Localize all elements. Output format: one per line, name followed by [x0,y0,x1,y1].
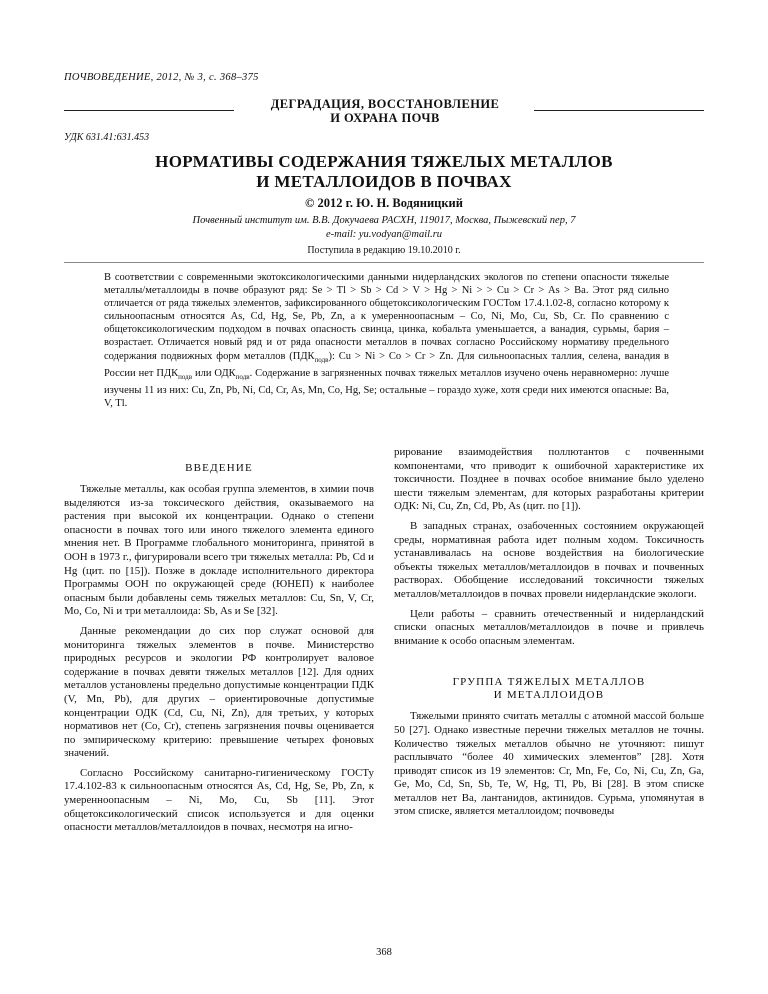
right-paragraph: В западных странах, озабоченных состоянием окружающей среды, нормативная работа идет полным ходом. Токсичность устанавливалась на основе воздействия на биологические объекты тяжелых металлов/металлоидов в почвах и почвенных растворах. Обобщение исследований токсичности тяжелых металлов/металлоидов в почвах провели нидерландские экологи. [394,519,704,600]
received-date: Поступила в редакцию 19.10.2010 г. [307,245,461,256]
abstract-subscript-2: подв [178,372,193,381]
abstract-subscript-3: подв [235,372,250,381]
right-paragraph: Цели работы – сравнить отечественный и нидерландский списки опасных металлов/металлоидов в почве и привлечь внимание к особо опасным элементам. [394,607,704,647]
heavy-metals-heading [394,676,704,702]
heavy-metals-heading-line2: И МЕТАЛЛОИДОВ [493,689,605,702]
article-title-line1: НОРМАТИВЫ СОДЕРЖАНИЯ ТЯЖЕЛЫХ МЕТАЛЛОВ [155,152,613,171]
affiliation [90,214,678,242]
section-title-line2: И ОХРАНА ПОЧВ [330,111,440,125]
left-column [64,462,374,841]
affiliation-address: Почвенный институт им. В.В. Докучаева РАСХН, 119017, Москва, Пыжевский пер, 7 [192,215,576,226]
abstract [104,271,669,410]
right-column [394,446,704,825]
right-paragraph: рирование взаимодействия поллютантов с почвенными компонентами, что приводит к ошибочной характеристике их токсичности. Позднее в почвах особое внимание было уделено шести тяжелым элементам, для которых разработаны критерии ОДК: Ni, Cu, Zn, Cd, Pb, As (цит. по [1]). [394,446,704,513]
section-title [240,97,530,125]
left-paragraph: Данные рекомендации до сих пор служат основой для мониторинга тяжелых элементов в почве. Министерство природных ресурсов и экологии РФ контролирует валовое содержание в почвах девяти тяжелых металлов [12]. Для одних металлов установлены предельно допустимые концентрации ПДК (V, Mn, Pb), для других – ориентировочные допустимые концентрации ОДК (Cd, Cu, Ni, Zn), для третьих, у которых нормативов нет (Co, Cr), степень загрязнения почвы оценивается по эмпирическому критерию: превышение четырех фоновых значений. [64,624,374,760]
abstract-text-2: ): Cu > Ni > Co > Cr > Zn. Для сильноопасных таллия, селена, ванадия в России нет ПДК [104,350,669,379]
abstract-text-3: или ОДК [192,367,236,379]
udk-code: УДК 631.41:631.453 [64,132,150,143]
page-number: 368 [376,947,392,958]
heavy-metals-heading-line1: ГРУППА ТЯЖЕЛЫХ МЕТАЛЛОВ [452,676,646,689]
article-title-line2: И МЕТАЛЛОИДОВ В ПОЧВАХ [256,172,512,191]
right-paragraph: Тяжелыми принято считать металлы с атомной массой больше 50 [27]. Однако известные перечни тяжелых металлов не точны. Количество тяжелых металлов обычно не уточняют: пишут расплывчато “более 40 химических элементов” [28]. Хотя приводят список из 19 элементов: Cr, Mn, Fe, Co, Ni, Cu, Zn, Ga, Ge, Mo, Cd, Sn, Sb, Te, W, Hg, Tl, Pb, Bi [28]. В этом списке металлов нет Ba, лантанидов, актинидов. Сурьма, упомянутая в этом списке, является металлоидом; почвоведы [394,710,704,818]
abstract-subscript-1: подв [314,355,329,364]
section-rule-right [534,110,704,111]
journal-reference: ПОЧВОВЕДЕНИЕ, 2012, № 3, с. 368–375 [64,72,259,83]
left-paragraph: Тяжелые металлы, как особая группа элементов, в химии почв выделяются из-за токсического действия, оказываемого на растения при высокой их концентрации. Однако о степени опасности в почвах того или иного тяжелого элемента единого мнения нет. В Программе глобального мониторинга, принятой в ООН в 1973 г., фигурировали всего три тяжелых металла: Pb, Cd и Hg (цит. по [15]). Позже в докладе исполнительного директора Программы ООН по окружающей среде (ЮНЕП) к наиболее опасным были добавлены семь тяжелых металлов: Cu, Sn, V, Cr, Mo, Co, Ni и три металлоида: Sb, As и Se [32]. [64,483,374,618]
author-email: e-mail: yu.vodyan@mail.ru [325,229,443,240]
author-byline: © 2012 г. Ю. Н. Водяницкий [305,196,463,210]
section-rule-left [64,110,234,111]
abstract-top-rule [64,262,704,263]
article-title [100,152,668,192]
abstract-text-1: В соответствии с современными экотоксикологическими данными нидерландских экологов по степени опасности тяжелые металлы/металлоиды в почве образуют ряд: Se > Tl > Sb > Cd > V > Hg > Ni > > Cu > Cr > As > Ba. Этот ряд сильно отличается от ряда тяжелых элементов, зафиксированного общетоксикологическим ГОСТом 17.4.1.02-8, согласно которому к сильноопасным относятся As, Cd, Hg, Se, Pb, Zn, а к умеренноопасным – Co, Ni, Mo, Cu, Sb, Cr. По сравнению с общетоксикологическим подходом в почвах опасность свинца, цинка, кобальта уменьшается, а ванадия, сурьмы, бария – возрастает. Отличается новый ряд и от ряда опасности металлов в почвах согласно Российскому нормативу предельного содержания подвижных форм металлов (ПДК [104,272,669,362]
introduction-heading: ВВЕДЕНИЕ [185,462,253,474]
section-title-line1: ДЕГРАДАЦИЯ, ВОССТАНОВЛЕНИЕ [270,97,500,111]
left-paragraph: Согласно Российскому санитарно-гигиеническому ГОСТу 17.4.102-83 к сильноопасным относятся As, Cd, Hg, Se, Pb, Zn, к умеренноопасным – Ni, Mo, Cu, Sb [11]. Этот общетоксикологический список используется и для оценки опасности металлов/металлоидов в почвах, несмотря на игно- [64,766,374,834]
abstract-text-4: . Содержание в загрязненных почвах тяжелых металлов изучено очень неравномерно: лучше изучены 11 из них: Cu, Zn, Pb, Ni, Cd, Cr, As, Mn, Co, Hg, Se; остальные – гораздо хуже, хотя среди них имеются опасные: Ba, V, Tl. [104,367,669,410]
